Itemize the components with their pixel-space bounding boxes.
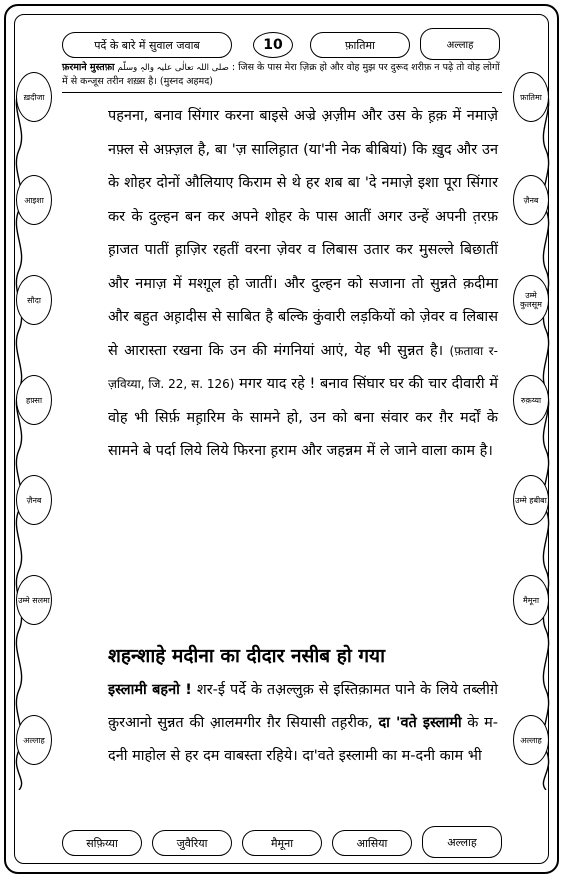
header-corner-medallion: अल्लाह	[420, 28, 500, 60]
left-medallion-4: हफ़्सा	[16, 375, 52, 425]
left-medallion-2: आइशा	[16, 175, 52, 225]
right-medallion-6: मैमूना	[513, 575, 549, 625]
header-book-title: पर्दे के बारे में सुवाल जवाब	[62, 32, 232, 58]
left-medallion-5: ज़ैनब	[16, 475, 52, 525]
left-medallion-7: अल्लाह	[16, 715, 52, 765]
body-text	[108, 100, 498, 469]
section-text	[108, 674, 498, 773]
right-medallion-5: उम्मे हबीबा	[513, 475, 549, 525]
section-lead: इस्लामी बहनो !	[108, 682, 192, 698]
footer-item-1: सफ़िय्या	[62, 830, 142, 856]
right-medallion-4: रुक़य्या	[513, 375, 549, 425]
left-medallion-1: ख़दीजा	[16, 72, 52, 122]
footer-corner-medallion: अल्लाह	[422, 826, 502, 858]
hadith-notice	[62, 61, 502, 93]
header-section-title: फ़ातिमा	[310, 32, 410, 58]
citation: (फ़तावा र-ज़विय्या, जि. 22, स. 126)	[108, 343, 499, 391]
right-medallion-7: अल्लाह	[513, 715, 549, 765]
notice-label: फ़रमाने मुस्तफ़ा	[62, 62, 115, 73]
right-medallion-3: उम्मे कुलसूम	[513, 275, 549, 325]
section-text-1: शर-ई पर्दे के तअ़ल्लुक़ से इस्तिक़ामत पाने के लिये तब्लीग़े क़ुरआनो सुन्नत की आ़लमगीर ग़ैर सियासी तह़रीक,	[108, 682, 499, 731]
section-text-2: के म-दनी माहोल से हर दम वाबस्ता रहिये। दा'वते इस्लामी का म-दनी काम भी	[108, 715, 498, 764]
left-medallion-6: उम्मे सलमा	[16, 575, 52, 625]
notice-text: : जिस के पास मेरा ज़िक्र हो और वोह मुझ पर दुरूद शरीफ़ न पढ़े तो वोह लोगों में से कन्जूस तरीन शख़्स है।	[62, 62, 500, 87]
notice-arabic: صلی اللہ تعالٰی علیہ والہٖ وسلّم	[117, 63, 229, 73]
footer-item-2: जुवैरिया	[152, 830, 232, 856]
right-medallion-2: ज़ैनब	[513, 175, 549, 225]
right-medallion-1: फ़ातिमा	[513, 72, 549, 122]
section-bold-name: दा 'वते इस्लामी	[378, 715, 462, 731]
left-medallion-3: सौदा	[16, 275, 52, 325]
notice-source: (मुस्नद अहमद)	[159, 76, 213, 87]
footer-item-3: मैमूना	[242, 830, 322, 856]
page-number: 10	[253, 32, 293, 58]
footer-item-4: आसिया	[332, 830, 412, 856]
body-paragraph-1: पहनना, बनाव सिंगार करना बाइसे अज्रे अ़ज़ीम और उस के ह़क़ में नमाज़े नफ़्ल से अफ़्ज़ल है, बा 'ज़ सालिह़ात (या'नी नेक बीबियां) कि ख़ुद और उन के शोहर दोनों औलियाए किराम से थे हर शब बा 'दे नमाज़े इशा पूरा सिंगार कर के दुल्हन बन कर अपने शोहर के पास आतीं अगर उन्हें अपनी त़रफ़ ह़ाजत पातीं ह़ाज़िर रहतीं वरना ज़ेवर व लिबास उतार कर मुसल्ले बिछातीं और नमाज़ में मश्ग़ूल हो जातीं। और दुल्हन को सजाना तो सुन्नते क़दीमा और बहुत अह़ादीस से साबित है बल्कि कुंवारी लड़कियों को ज़ेवर व लिबास से आरास्ता रखना कि उन की मंगनियां आएं, येह भी सुन्नत है।	[108, 108, 498, 359]
section-heading: शहन्शाहे मदीना का दीदार नसीब हो गया	[108, 645, 385, 667]
body-paragraph-2: मगर याद रहे ! बनाव सिंघार घर की चार दीवारी में वोह भी सिर्फ़ मह़ारिम के सामने हो, उन को बना संवार कर ग़ैर मर्दों के सामने बे पर्दा लिये लिये फिरना ह़राम और जहन्नम में ले जाने वाला काम है।	[108, 376, 498, 459]
